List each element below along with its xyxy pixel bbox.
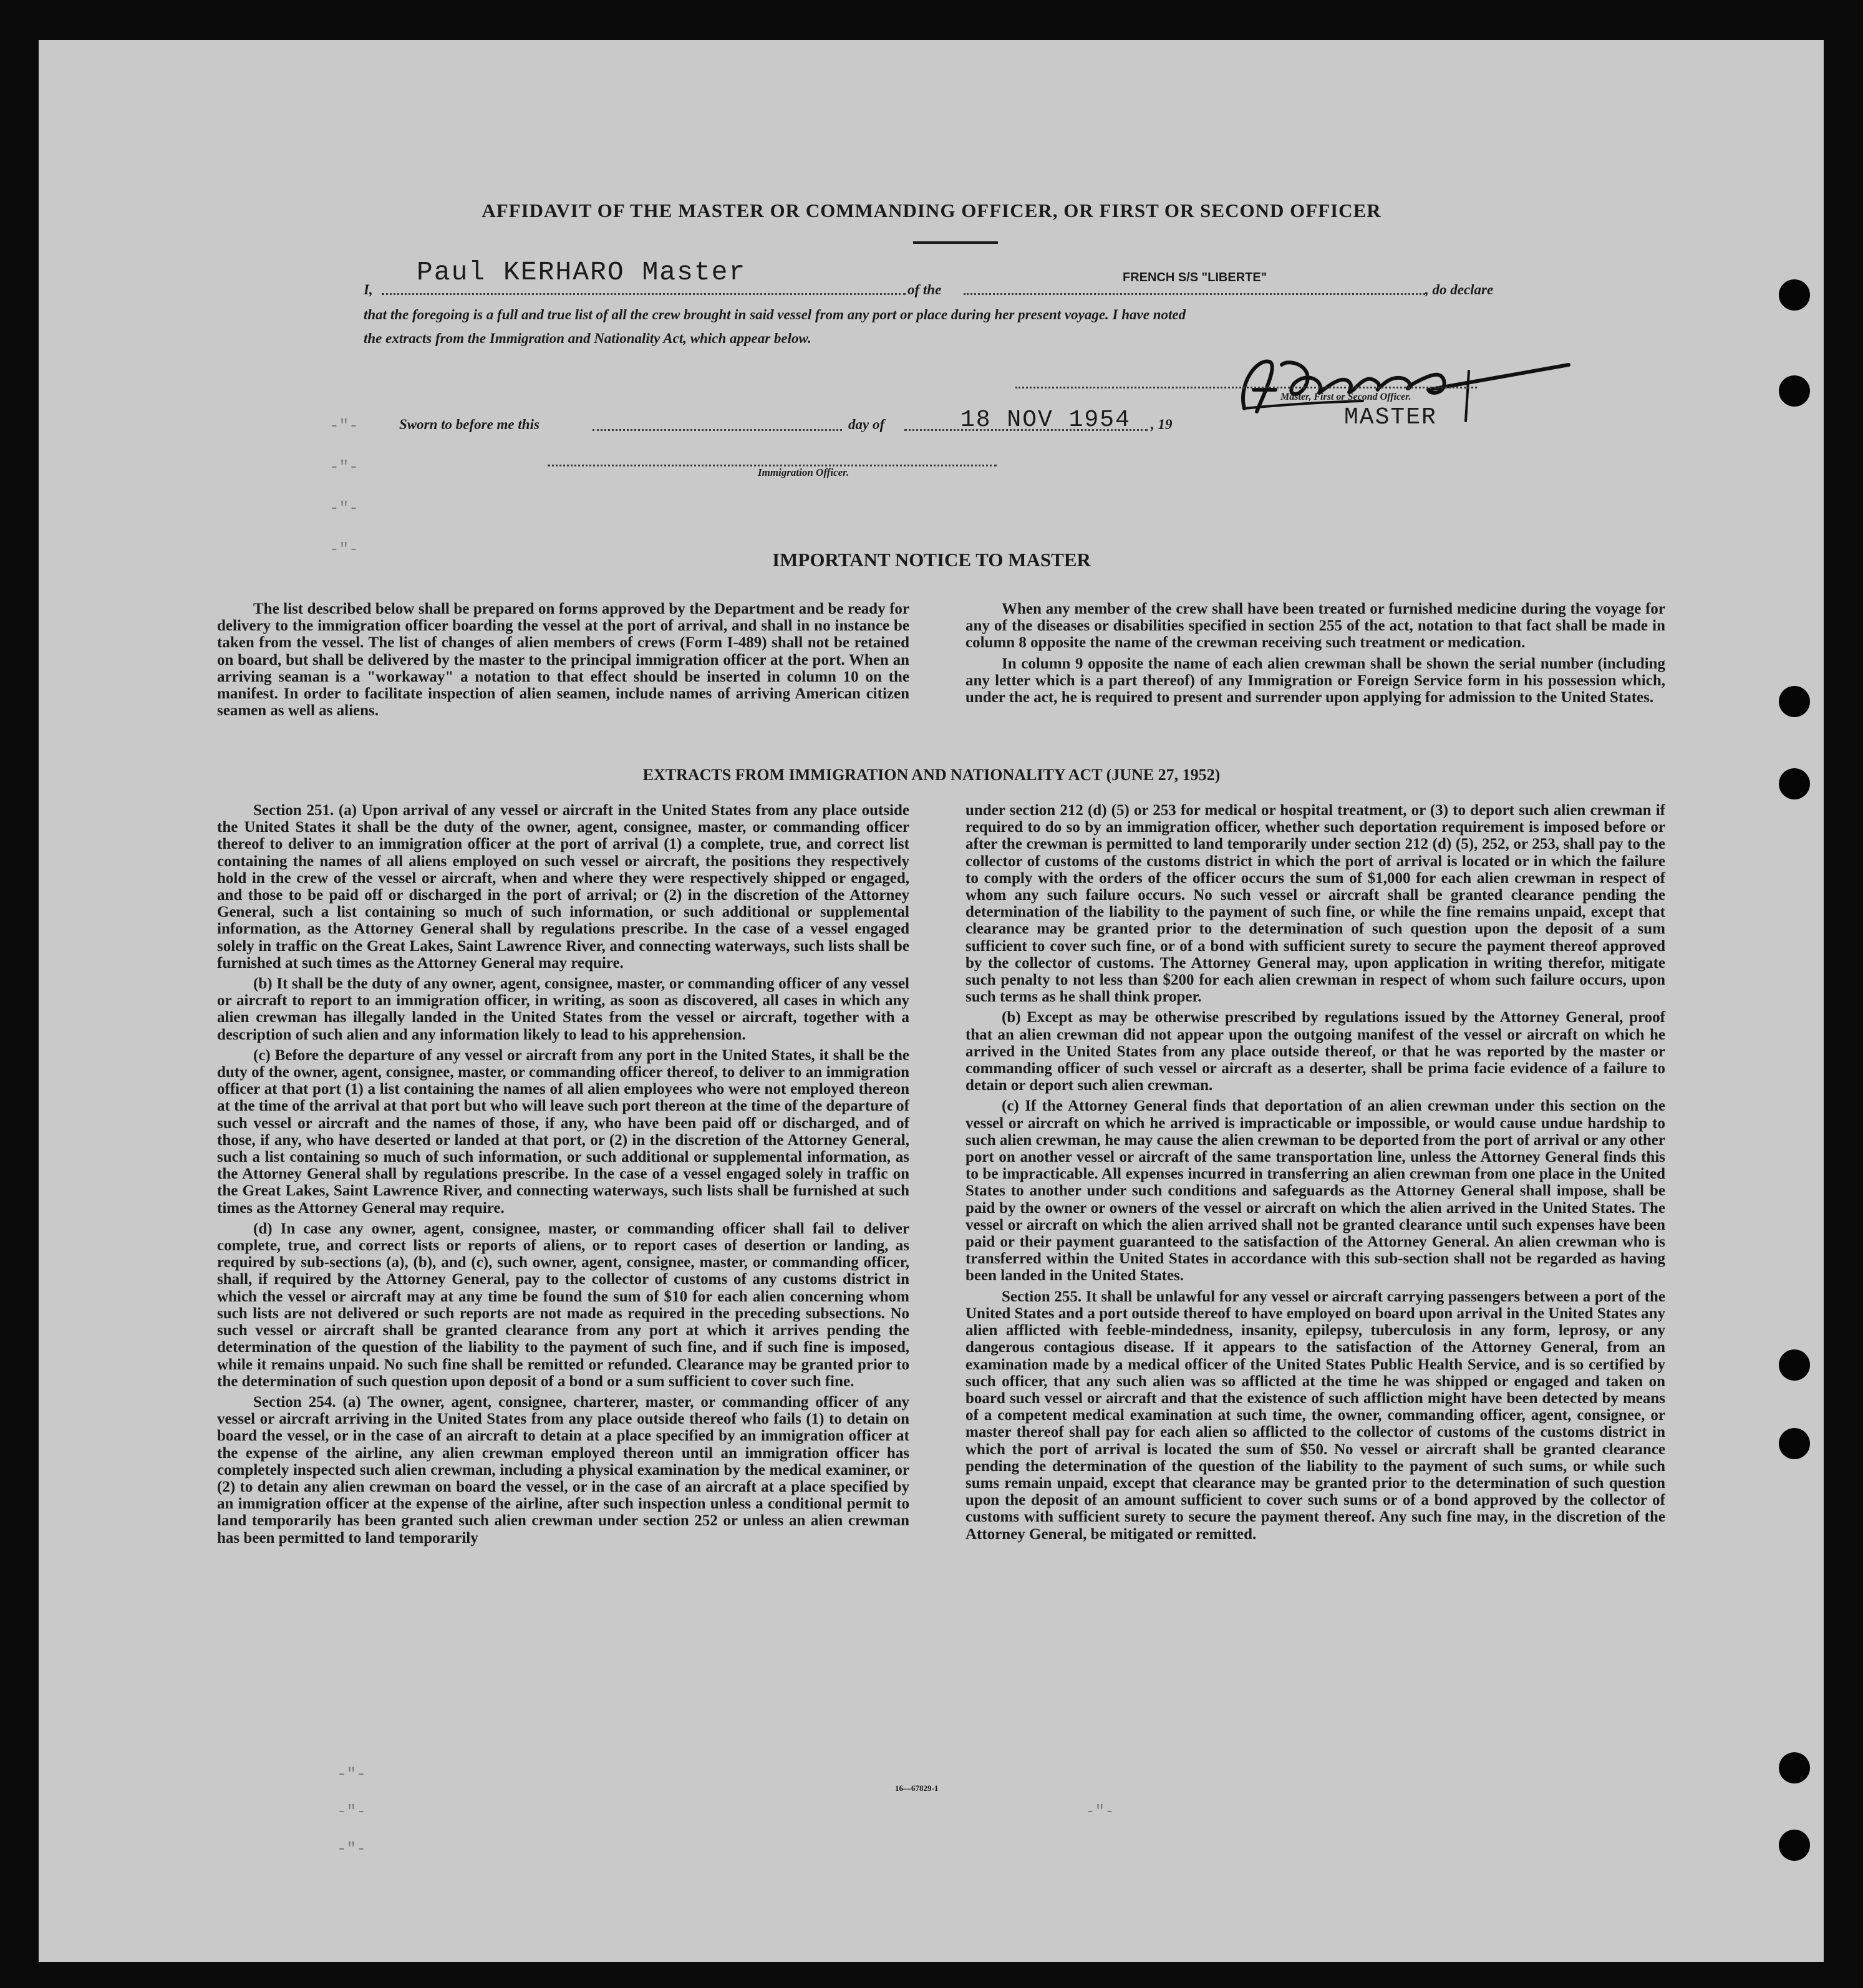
signature-caption: Master, First or Second Officer. (1280, 392, 1411, 402)
notice-right-paragraph-1: When any member of the crew shall have been treated or furnished medicine during the voyage for any of the diseases or disabilities specified in section 255 of the act, notation to that fact shall be made in column 8 opposite the name of the crewman receiving such treatment or medication. (965, 601, 1665, 652)
name-underline (382, 293, 906, 295)
notice-heading: IMPORTANT NOTICE TO MASTER (772, 549, 1091, 571)
form-code: 16—67829-1 (895, 1783, 939, 1793)
declaration-i-label: I, (364, 282, 373, 297)
signature-line (1015, 387, 1477, 388)
binder-hole (1779, 375, 1810, 407)
binder-hole (1779, 1428, 1810, 1459)
notice-right-column (965, 601, 1665, 710)
bleed-through-mark: -"- (337, 1765, 366, 1783)
vessel-underline (964, 293, 1425, 295)
extracts-heading: EXTRACTS FROM IMMIGRATION AND NATIONALITY ACT (JUNE 27, 1952) (642, 766, 1221, 784)
bleed-through-mark: -"- (337, 1840, 366, 1858)
section-254-b: (b) Except as may be otherwise prescribed by regulations issued by the Attorney General, proof that an alien crewman did not appear upon the outgoing manifest of the vessel or aircraft on which he arrived in the United States from any place outside thereof, or that he was reported by the master or commanding officer of such vessel or aircraft as a deserter, shall be prima facie evidence of a failure to detain or deport such alien crewman. (965, 1009, 1665, 1094)
immigration-officer-caption: Immigration Officer. (758, 466, 849, 478)
do-declare-label: , do declare (1425, 282, 1494, 297)
section-255: Section 255. It shall be unlawful for any vessel or aircraft carrying passengers between a port of the United States and a port outside thereof to have employed on board upon arrival in the United States any alien afflicted with feeble-mindedness, insanity, epilepsy, tuberculosis in any form, leprosy, or any dangerous contagious disease. If it appears to the satisfaction of the Attorney General, from an examination made by a medical officer of the United States Public Health Service, and is so certified by such officer, that any such alien was so afflicted at the time he was shipped or engaged and taken on board such vessel or aircraft and that the existence of such affliction might have been detected by means of a competent medical examination at such time, the owner, commanding officer, agent, consignee, or master thereof shall pay for each alien so afflicted to the collector of customs of the customs district in which the port of arrival is located the sum of $50. No vessel or aircraft shall be granted clearance pending the determination of the question of the liability to the payment of such sums, or while such sums remain unpaid, except that clearance may be granted prior to the determination of such question upon the deposit of an amount sufficient to cover such sums or of a bond approved by the collector of customs with sufficient surety to secure the payment thereof. Any such fine may, in the discretion of the Attorney General, be mitigated or remitted. (965, 1288, 1665, 1543)
binder-hole (1779, 1752, 1810, 1783)
affidavit-title: AFFIDAVIT OF THE MASTER OR COMMANDING OFFICER, OR FIRST OR SECOND OFFICER (481, 200, 1382, 221)
title-divider (913, 241, 998, 244)
sworn-date: 18 NOV 1954 (961, 407, 1131, 433)
vessel-name: FRENCH S/S "LIBERTE" (1123, 271, 1267, 284)
typed-role: MASTER (1344, 404, 1437, 431)
bleed-through-mark: -"- (329, 458, 359, 476)
bleed-through-mark: -"- (1085, 1802, 1115, 1821)
section-251-c: (c) Before the departure of any vessel or aircraft from any port in the United States, it shall be the duty of the owner, agent, consignee, master, or commanding officer thereof, to deliver to an immigration officer at that port (1) a list containing the names of all alien employees who were not employed thereon at the time of the arrival at that port but who will leave such port thereon at the time of the departure of such vessel or aircraft and the names of those, if any, who have been paid off or discharged, and of those, if any, who have deserted or landed at that port, or (2) in the discretion of the Attorney General, such a list containing so much of such information, or such additional or supplemental information, as the Attorney General shall by regulations prescribe. In the case of a vessel engaged solely in traffic on the Great Lakes, Saint Lawrence River, and connecting waterways, such lists shall be furnished at such times as the Attorney General may require. (217, 1046, 909, 1217)
section-254-a: Section 254. (a) The owner, agent, consignee, charterer, master, or commanding officer of any vessel or aircraft arriving in the United States from any place outside thereof who fails (1) to detain on board the vessel, or in the case of an aircraft to detain at a place specified by an immigration officer at the expense of the airline, any alien crewman employed thereon until an immigration officer has completely inspected such alien crewman, including a physical examination by the medical examiner, or (2) to detain any alien crewman on board the vessel, or in the case of an aircraft at a place specified by an immigration officer at the expense of the airline, after such inspection unless a conditional permit to land temporarily has been granted such alien crewman under section 252 or unless an alien crewman has been permitted to land temporarily (217, 1393, 909, 1546)
section-251-d: (d) In case any owner, agent, consignee, master, or commanding officer shall fail to deliver complete, true, and correct lists or reports of aliens, or to report cases of desertion or landing, as required by sub-sections (a), (b), and (c), such owner, agent, consignee, master, or commanding officer, shall, if required by the Attorney General, pay to the collector of customs of any customs district in which the vessel or aircraft may at any time be found the sum of $10 for each alien concerning whom such lists are not delivered or such reports are not made as required in the preceding subsections. No such vessel or aircraft shall be granted clearance from any port at which it arrives pending the determination of the question of the liability to the payment of such fine, and if such fine is imposed, while it remains unpaid. No such fine shall be remitted or refunded. Clearance may be granted prior to the determination of such question upon deposit of a bond or a sum sufficient to cover such fine. (217, 1220, 909, 1390)
declaration-line-2: that the foregoing is a full and true list of all the crew brought in said vessel from any port or place during her present voyage. I have noted (364, 307, 1186, 322)
extracts-left-column (217, 802, 909, 1550)
sworn-label: Sworn to before me this (399, 417, 540, 432)
bleed-through-mark: -"- (329, 540, 359, 559)
officer-name: Paul KERHARO Master (417, 257, 747, 287)
binder-hole (1779, 686, 1810, 717)
bleed-through-mark: -"- (329, 499, 359, 518)
day-of-label: day of (848, 417, 885, 432)
section-254-a-continued: under section 212 (d) (5) or 253 for medical or hospital treatment, or (3) to deport such alien crewman if required to do so by an immigration officer, whether such deportation requirement is imposed before or after the crewman is permitted to land temporarily under section 212 (d) (5), 252, or 253, shall pay to the collector of customs of the customs district in which the port of arrival is located or in which the failure to comply with the orders of the officer occurs the sum of $1,000 for each alien crewman in respect of whom any such failure occurs. No such vessel or aircraft shall be granted clearance pending the determination of the liability to the payment of such fine, or while the fine remains unpaid, except that clearance may be granted prior to the determination of such question upon the deposit of a sum sufficient to cover such fine, or of a bond with sufficient surety to secure the payment thereof approved by the collector of customs. The Attorney General may, upon application in writing therefor, mitigate such penalty to not less than $200 for each alien crewman in respect of whom such failure occurs, upon such terms as he shall think proper. (965, 802, 1665, 1006)
extracts-right-column (965, 802, 1665, 1546)
sworn-day-underline (593, 429, 842, 431)
bleed-through-mark: -"- (337, 1802, 366, 1821)
year-label: , 19 (1151, 417, 1173, 432)
section-251-b: (b) It shall be the duty of any owner, agent, consignee, master, or commanding officer of any vessel or aircraft to report to an immigration officer, in writing, as soon as discovered, all cases in which any alien crewman has illegally landed in the United States from the vessel or aircraft, together with a description of such alien and any information likely to lead to his apprehension. (217, 975, 909, 1043)
binder-hole (1779, 1830, 1810, 1861)
bleed-through-mark: -"- (329, 417, 359, 435)
notice-left-column (217, 601, 909, 723)
section-251-a: Section 251. (a) Upon arrival of any vessel or aircraft in the United States from any place outside the United States it shall be the duty of the owner, agent, consignee, master, or commanding officer thereof to deliver to an immigration officer at the port of arrival (1) a complete, true, and correct list containing the names of all aliens employed on such vessel or aircraft, the positions they respectively hold in the crew of the vessel or aircraft, when and where they were respectively shipped or engaged, and those to be paid off or discharged in the port of arrival; or (2) in the discretion of the Attorney General, such a list containing so much of such information, or such additional or supplemental information, as the Attorney General shall by regulations prescribe. In the case of a vessel engaged solely in traffic on the Great Lakes, Saint Lawrence River, and connecting waterways, such lists shall be furnished at such times as the Attorney General may require. (217, 802, 909, 972)
of-the-label: of the (907, 282, 942, 297)
notice-right-paragraph-2: In column 9 opposite the name of each alien crewman shall be shown the serial number (including any letter which is a part thereof) of any Immigration or Foreign Service form in his possession which, under the act, he is required to present and surrender upon applying for admission to the United States. (965, 655, 1665, 707)
notice-left-paragraph: The list described below shall be prepared on forms approved by the Department and be ready for delivery to the immigration officer boarding the vessel at the port of arrival, and shall in no instance be taken from the vessel. The list of changes of alien members of crews (Form I-489) shall not be retained on board, but shall be delivered by the master to the principal immigration officer at the port. When an arriving seaman is a "workaway" a notation to that effect should be inserted in column 10 on the manifest. In order to facilitate inspection of alien seamen, include names of arriving American citizen seamen as well as aliens. (217, 601, 909, 720)
binder-hole (1779, 1349, 1810, 1381)
declaration-line-3: the extracts from the Immigration and Nationality Act, which appear below. (364, 331, 811, 346)
section-254-c: (c) If the Attorney General finds that deportation of an alien crewman under this section on the vessel or aircraft on which he arrived is impracticable or impossible, or would cause undue hardship to such alien crewman, he may cause the alien crewman to be deported from the port of arrival or any other port on another vessel or aircraft of the same transportation line, unless the Attorney General finds this to be impracticable. All expenses incurred in transferring an alien crewman from one place in the United States to another under such conditions and safeguards as the Attorney General shall impose, shall be paid by the owner or owners of the vessel or aircraft on which the alien arrived in the United States. The vessel or aircraft on which the alien arrived shall not be granted clearance until such expenses have been paid or their payment guaranteed to the satisfaction of the Attorney General. An alien crewman who is transferred within the United States in accordance with this sub-section shall not be regarded as having been landed in the United States. (965, 1098, 1665, 1285)
binder-hole (1779, 279, 1810, 311)
